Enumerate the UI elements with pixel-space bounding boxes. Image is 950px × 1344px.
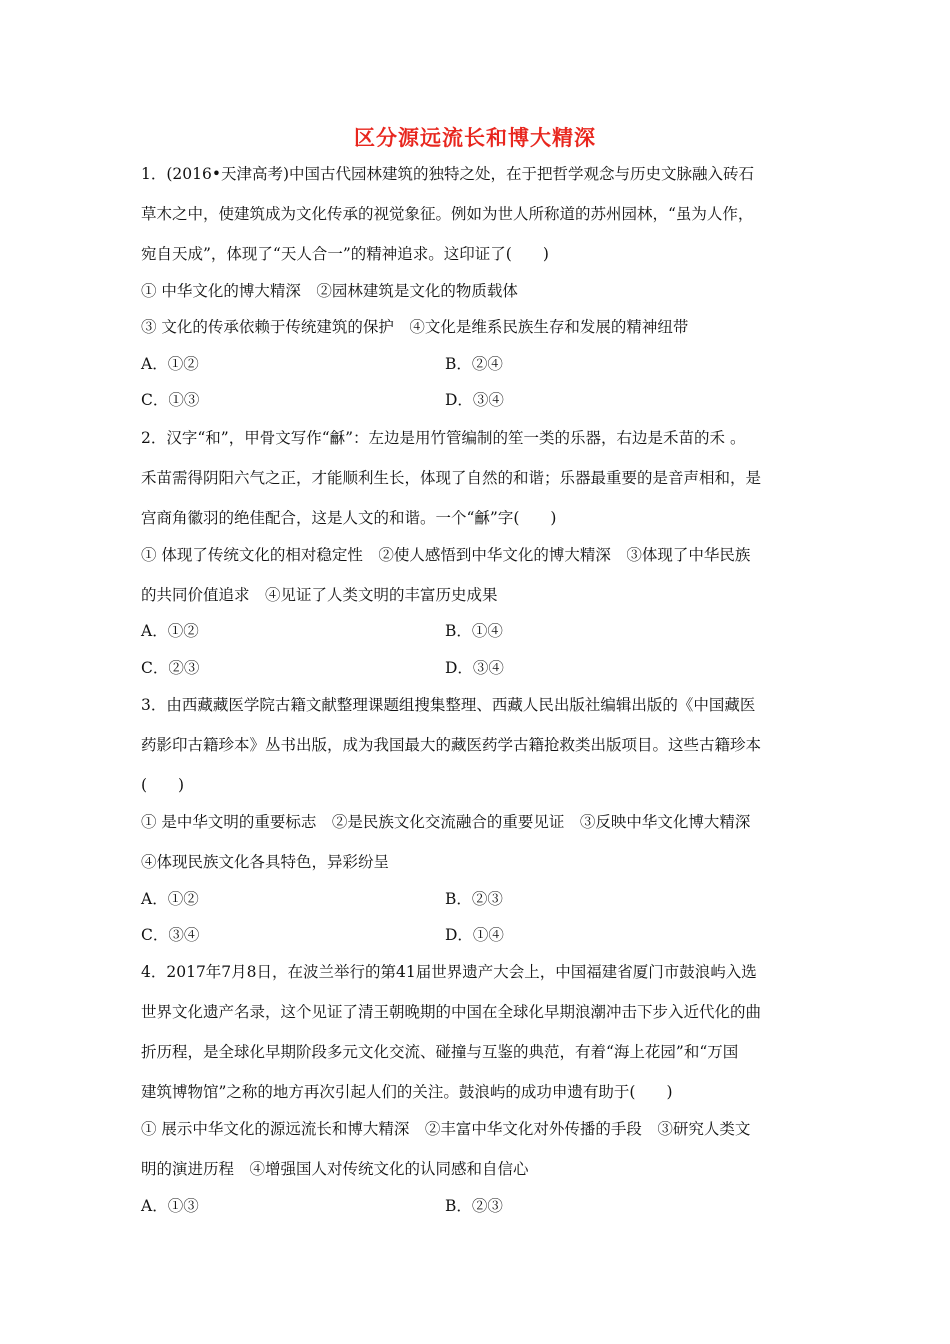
option-d: D．③④	[445, 659, 504, 677]
question-stem-line: 宛自天成”，体现了“天人合一”的精神追求。这印证了( )	[141, 245, 549, 263]
question-stem-line: 建筑博物馆”之称的地方再次引起人们的关注。鼓浪屿的成功申遗有助于( )	[141, 1083, 673, 1101]
statement-line: ④体现民族文化各具特色，异彩纷呈	[141, 853, 390, 871]
question-stem-line: 3．由西藏藏医学院古籍文献整理课题组搜集整理、西藏人民出版社编辑出版的《中国藏医	[141, 696, 756, 714]
question-stem-line: 4．2017年7月8日，在波兰举行的第41届世界遗产大会上，中国福建省厦门市鼓浪屿入选	[141, 963, 757, 981]
question-stem-line: 折历程，是全球化早期阶段多元文化交流、碰撞与互鉴的典范，有着“海上花园”和“万国	[141, 1043, 739, 1061]
statement-line: ③ 文化的传承依赖于传统建筑的保护 ④文化是维系民族生存和发展的精神纽带	[141, 318, 689, 336]
question-stem-line: 宫商角徽羽的绝佳配合，这是人文的和谐。一个“龢”字( )	[141, 509, 557, 527]
statement-line: ① 是中华文明的重要标志 ②是民族文化交流融合的重要见证 ③反映中华文化博大精深	[141, 813, 751, 831]
question-stem-line: ( )	[141, 776, 185, 794]
option-a: A．①②	[141, 622, 199, 640]
statement-line: ① 体现了传统文化的相对稳定性 ②使人感悟到中华文化的博大精深 ③体现了中华民族	[141, 546, 751, 564]
statement-line: 明的演进历程 ④增强国人对传统文化的认同感和自信心	[141, 1160, 529, 1178]
option-d: D．①④	[445, 926, 504, 944]
option-b: B．②③	[445, 1197, 503, 1215]
option-b: B．②④	[445, 355, 503, 373]
option-a: A．①②	[141, 355, 199, 373]
option-d: D．③④	[445, 391, 504, 409]
option-b: B．②③	[445, 890, 503, 908]
question-stem-line: 1．(2016•天津高考)中国古代园林建筑的独特之处，在于把哲学观念与历史文脉融入砖石	[141, 165, 755, 183]
option-c: C．①③	[141, 391, 200, 409]
option-a: A．①③	[141, 1197, 199, 1215]
option-c: C．③④	[141, 926, 200, 944]
option-a: A．①②	[141, 890, 199, 908]
question-stem-line: 2．汉字“和”，甲骨文写作“龢”：左边是用竹管编制的笙一类的乐器，右边是禾苗的禾 。	[141, 429, 746, 447]
question-stem-line: 禾苗需得阴阳六气之正，才能顺利生长，体现了自然的和谐；乐器最重要的是音声相和，是	[141, 469, 762, 487]
page-title: 区分源远流长和博大精深	[354, 125, 596, 150]
statement-line: 的共同价值追求 ④见证了人类文明的丰富历史成果	[141, 586, 498, 604]
statement-line: ① 中华文化的博大精深 ②园林建筑是文化的物质载体	[141, 282, 518, 300]
question-stem-line: 药影印古籍珍本》丛书出版，成为我国最大的藏医药学古籍抢救类出版项目。这些古籍珍本	[141, 736, 762, 754]
statement-line: ① 展示中华文化的源远流长和博大精深 ②丰富中华文化对外传播的手段 ③研究人类文	[141, 1120, 751, 1138]
question-stem-line: 世界文化遗产名录，这个见证了清王朝晚期的中国在全球化早期浪潮冲击下步入近代化的曲	[141, 1003, 762, 1021]
option-b: B．①④	[445, 622, 503, 640]
option-c: C．②③	[141, 659, 200, 677]
question-stem-line: 草木之中，使建筑成为文化传承的视觉象征。例如为世人所称道的苏州园林，“虽为人作，	[141, 205, 754, 223]
